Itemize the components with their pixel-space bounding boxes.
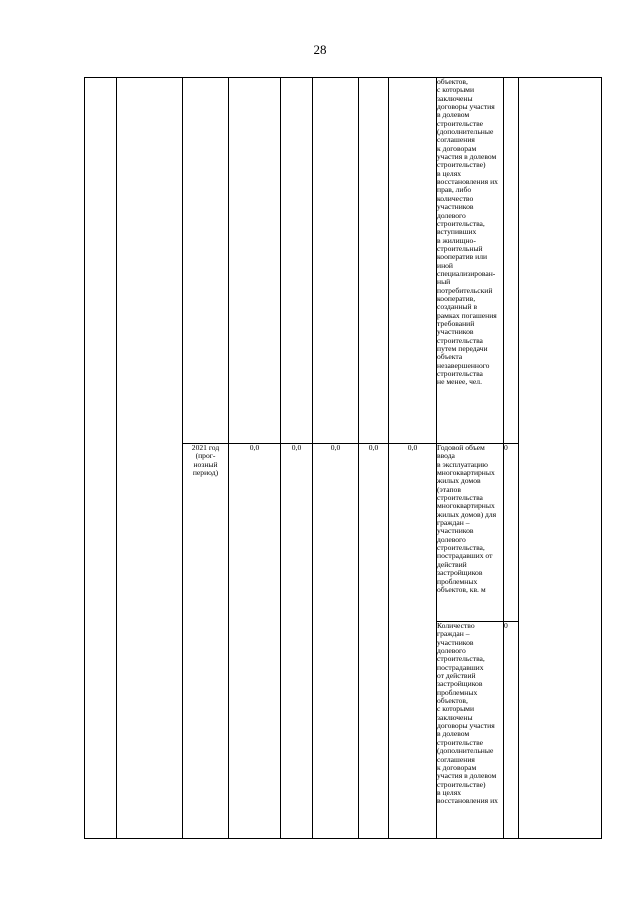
value-cell: 0,0 <box>229 444 281 839</box>
page-number: 28 <box>313 42 327 57</box>
value-cell-empty <box>359 78 389 444</box>
merged-cell-col2 <box>117 78 183 839</box>
indicators-table <box>84 77 602 839</box>
value-cell-empty <box>313 78 359 444</box>
indicator-description: объектов, с которыми заключены договоры участия в долевом строительстве (дополнительные соглашения к договорам участия в долевом строительстве) в целях восстановления их прав, либо количество участников долевого строительства, вступивших в жилищно- строительный кооператив или иной специализирован- ный потребительский кооператив, созданный в рамках погашения требований участников строительства путем передачи объекта незавершенного строительства не менее, чел. <box>437 78 504 444</box>
spacer-cell <box>519 78 602 839</box>
table-row <box>85 78 602 444</box>
value-cell: 0,0 <box>359 444 389 839</box>
target-value-cell: 0 <box>504 444 519 622</box>
value-cell: 0,0 <box>313 444 359 839</box>
indicator-description: Количество граждан – участников долевого строительства, пострадавших от действий застройщиков проблемных объектов, с которыми заключены договоры участия в долевом строительстве (дополнительные соглашения к договорам участия в долевом строительстве) в целях восстановления их <box>437 622 504 839</box>
value-cell-empty <box>389 78 437 444</box>
indicator-description: Годовой объем ввода в эксплуатацию многоквартирных жилых домов (этапов строительства многоквартирных жилых домов) для граждан – участников долевого строительства, пострадавших от действий застройщиков проблемных объектов, кв. м <box>437 444 504 622</box>
period-cell-empty <box>183 78 229 444</box>
merged-cell-col1 <box>85 78 117 839</box>
value-cell: 0,0 <box>281 444 313 839</box>
value-cell-empty <box>229 78 281 444</box>
period-cell: 2021 год (прог- нозный период) <box>183 444 229 839</box>
target-cell-empty <box>504 78 519 444</box>
value-cell-empty <box>281 78 313 444</box>
target-value-cell: 0 <box>504 622 519 839</box>
value-cell: 0,0 <box>389 444 437 839</box>
